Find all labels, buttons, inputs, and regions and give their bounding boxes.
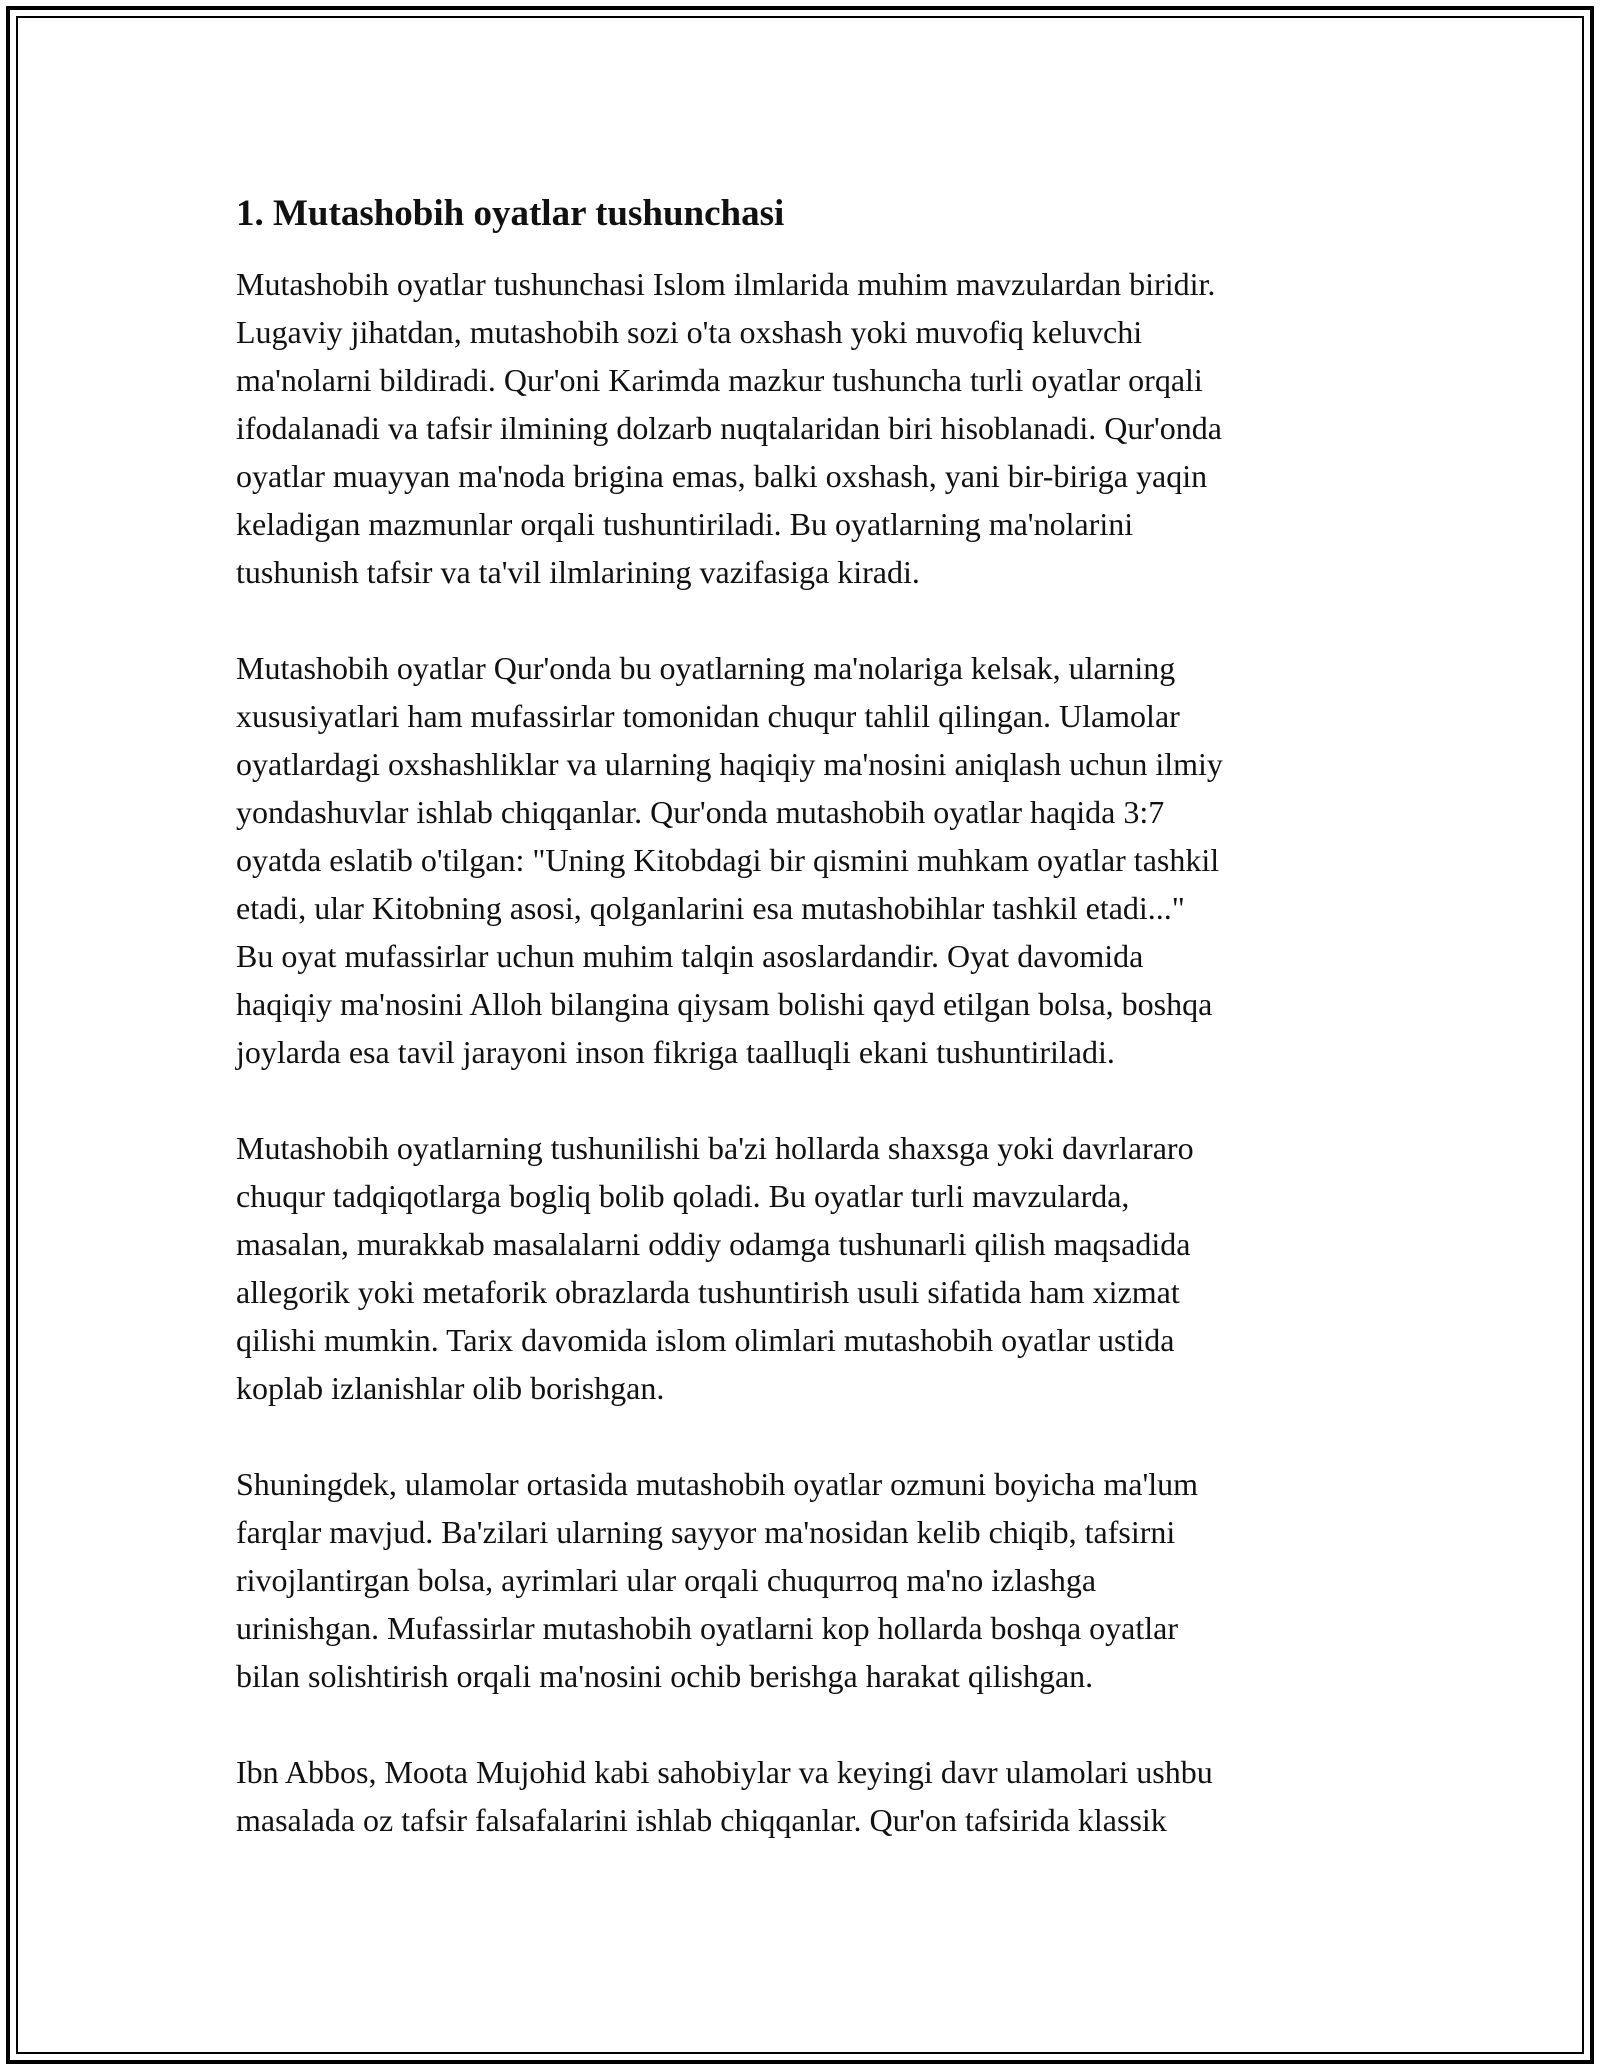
paragraph-line: rivojlantirgan bolsa, ayrimlari ular orqali chuqurroq ma'no izlashga (236, 1562, 1097, 1598)
paragraph-line: koplab izlanishlar olib borishgan. (236, 1370, 665, 1406)
paragraph-5 (236, 1748, 1386, 1844)
paragraph-line: qilishi mumkin. Tarix davomida islom olimlari mutashobih oyatlar ustida (236, 1322, 1175, 1358)
paragraph-line: allegorik yoki metaforik obrazlarda tushuntirish usuli sifatida ham xizmat (236, 1274, 1180, 1310)
paragraph-line: Mutashobih oyatlarning tushunilishi ba'zi hollarda shaxsga yoki davrlararo (236, 1130, 1194, 1166)
paragraph-2 (236, 644, 1386, 1076)
paragraph-line: masalan, murakkab masalalarni oddiy odamga tushunarli qilish maqsadida (236, 1226, 1191, 1262)
paragraph-line: joylarda esa tavil jarayoni inson fikriga taalluqli ekani tushuntiriladi. (236, 1034, 1115, 1070)
paragraph-line: Lugaviy jihatdan, mutashobih sozi o'ta oxshash yoki muvofiq keluvchi (236, 314, 1143, 350)
section-heading: 1. Mutashobih oyatlar tushunchasi (236, 193, 785, 234)
paragraph-line: oyatlardagi oxshashliklar va ularning haqiqiy ma'nosini aniqlash uchun ilmiy (236, 746, 1223, 782)
paragraph-3 (236, 1124, 1386, 1412)
paragraph-line: farqlar mavjud. Ba'zilari ularning sayyor ma'nosidan kelib chiqib, tafsirni (236, 1514, 1176, 1550)
paragraph-1 (236, 260, 1386, 596)
paragraph-line: Shuningdek, ulamolar ortasida mutashobih oyatlar ozmuni boyicha ma'lum (236, 1466, 1199, 1502)
paragraph-line: Mutashobih oyatlar Qur'onda bu oyatlarning ma'nolariga kelsak, ularning (236, 650, 1176, 686)
paragraph-line: Ibn Abbos, Moota Mujohid kabi sahobiylar va keyingi davr ulamolari ushbu (236, 1754, 1213, 1790)
paragraph-line: bilan solishtirish orqali ma'nosini ochib berishga harakat qilishgan. (236, 1658, 1094, 1694)
paragraph-line: Mutashobih oyatlar tushunchasi Islom ilmlarida muhim mavzulardan biridir. (236, 266, 1216, 302)
paragraph-line: masalada oz tafsir falsafalarini ishlab chiqqanlar. Qur'on tafsirida klassik (236, 1802, 1167, 1838)
paragraph-line: tushunish tafsir va ta'vil ilmlarining vazifasiga kiradi. (236, 554, 920, 590)
paragraph-line: Bu oyat mufassirlar uchun muhim talqin asoslardandir. Oyat davomida (236, 938, 1144, 974)
paragraph-line: etadi, ular Kitobning asosi, qolganlarini esa mutashobihlar tashkil etadi..." (236, 890, 1185, 926)
paragraph-line: oyatlar muayyan ma'noda brigina emas, balki oxshash, yani bir-biriga yaqin (236, 458, 1208, 494)
paragraph-line: urinishgan. Mufassirlar mutashobih oyatlarni kop hollarda boshqa oyatlar (236, 1610, 1179, 1646)
paragraph-line: yondashuvlar ishlab chiqqanlar. Qur'onda mutashobih oyatlar haqida 3:7 (236, 794, 1165, 830)
paragraph-4 (236, 1460, 1386, 1700)
document-body (236, 188, 1386, 1892)
paragraph-line: oyatda eslatib o'tilgan: "Uning Kitobdagi bir qismini muhkam oyatlar tashkil (236, 842, 1220, 878)
paragraph-line: xususiyatlari ham mufassirlar tomonidan chuqur tahlil qilingan. Ulamolar (236, 698, 1180, 734)
paragraph-line: chuqur tadqiqotlarga bogliq bolib qoladi. Bu oyatlar turli mavzularda, (236, 1178, 1130, 1214)
paragraph-line: keladigan mazmunlar orqali tushuntiriladi. Bu oyatlarning ma'nolarini (236, 506, 1134, 542)
paragraph-line: haqiqiy ma'nosini Alloh bilangina qiysam bolishi qayd etilgan bolsa, boshqa (236, 986, 1213, 1022)
paragraph-line: ma'nolarni bildiradi. Qur'oni Karimda mazkur tushuncha turli oyatlar orqali (236, 362, 1203, 398)
paragraph-line: ifodalanadi va tafsir ilmining dolzarb nuqtalaridan biri hisoblanadi. Qur'onda (236, 410, 1222, 446)
